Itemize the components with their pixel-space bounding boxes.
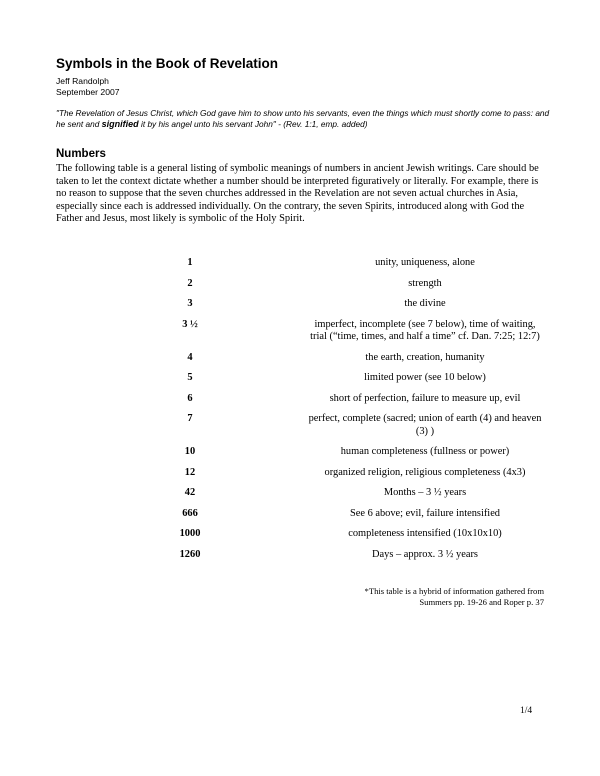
meaning-cell: the earth, creation, humanity [365,351,485,363]
meaning-cell: the divine [404,298,446,309]
meaning-cell: limited power (see 10 below) [364,372,486,383]
meaning-cell: strength [408,277,442,289]
meaning-cell: short of perfection, failure to measure up, evil [329,392,521,404]
table-row [160,525,545,546]
number-cell: 1260 [179,548,201,560]
meaning-cell: See 6 above; evil, failure intensified [349,507,501,519]
publication-date: September 2007 [56,87,120,97]
number-cell: 4 [187,351,193,363]
meaning-cell: unity, uniqueness, alone [375,257,475,268]
footnote-line: Summers pp. 19-26 and Roper p. 37 [419,597,544,607]
table-row [160,443,545,464]
number-cell: 7 [187,413,193,424]
table-footnote [300,586,544,608]
meaning-cell: human completeness (fullness or power) [340,446,510,457]
table-row [160,275,545,296]
table-row [160,505,545,526]
number-cell: 666 [182,507,198,519]
document-title: Symbols in the Book of Revelation [56,56,279,71]
quote-emphasis: signified [101,119,139,129]
author-name: Jeff Randolph [56,76,109,86]
table-row [160,254,545,275]
table-row [160,349,545,370]
numbers-intro-paragraph: The following table is a general listing of symbolic meanings of numbers in ancient Jewish writings. Care should be taken to let the context dictate whether a number should be interpreted figuratively or literally. For example, there is no reason to suppose that the seven churches addressed in the Revelation are not seven actual churches in Asia, especially since each is addressed individually. On the contrary, the seven Spirits, introduced along with God the Father and Jesus, most likely is symbolic of the Holy Spirit. [56,163,539,224]
table-row [160,410,545,443]
meaning-cell: Days – approx. 3 ½ years [372,548,478,560]
number-cell: 12 [184,466,196,478]
number-cell: 6 [187,392,193,404]
number-cell: 42 [184,487,196,498]
table-row [160,484,545,505]
meaning-cell: completeness intensified (10x10x10) [348,528,502,539]
quote-text-before: "The Revelation of Jesus Christ, which God gave him to show unto his servants, even the things which must shortly come to pass: and he sent and [56,108,550,129]
numbers-table [160,254,545,566]
number-cell: 10 [184,446,196,457]
number-cell: 3 ½ [182,318,198,330]
number-cell: 5 [187,372,193,383]
number-cell: 2 [187,277,193,289]
scripture-quote [56,108,556,130]
table-row [160,316,545,349]
meaning-cell: imperfect, incomplete (see 7 below), time of waiting, trial (“time, times, and half a time” cf. Dan. 7:25; 12:7) [310,318,540,342]
footnote-line: *This table is a hybrid of information gathered from [364,586,544,596]
table-row [160,464,545,485]
table-row [160,295,545,316]
page-number: 1/4 [520,706,533,716]
number-cell: 1000 [179,528,201,539]
meaning-cell: organized religion, religious completeness (4x3) [324,466,526,478]
numbers-table-body [160,254,545,566]
number-cell: 1 [187,257,193,268]
number-cell: 3 [187,298,193,309]
table-row [160,546,545,567]
numbers-heading: Numbers [56,148,106,160]
table-row [160,390,545,411]
meaning-cell: Months – 3 ½ years [383,487,467,498]
quote-text-after: it by his angel unto his servant John" - (Rev. 1:1, emp. added) [138,119,368,129]
table-row [160,369,545,390]
meaning-cell: perfect, complete (sacred; union of earth (4) and heaven (3) ) [308,413,542,437]
